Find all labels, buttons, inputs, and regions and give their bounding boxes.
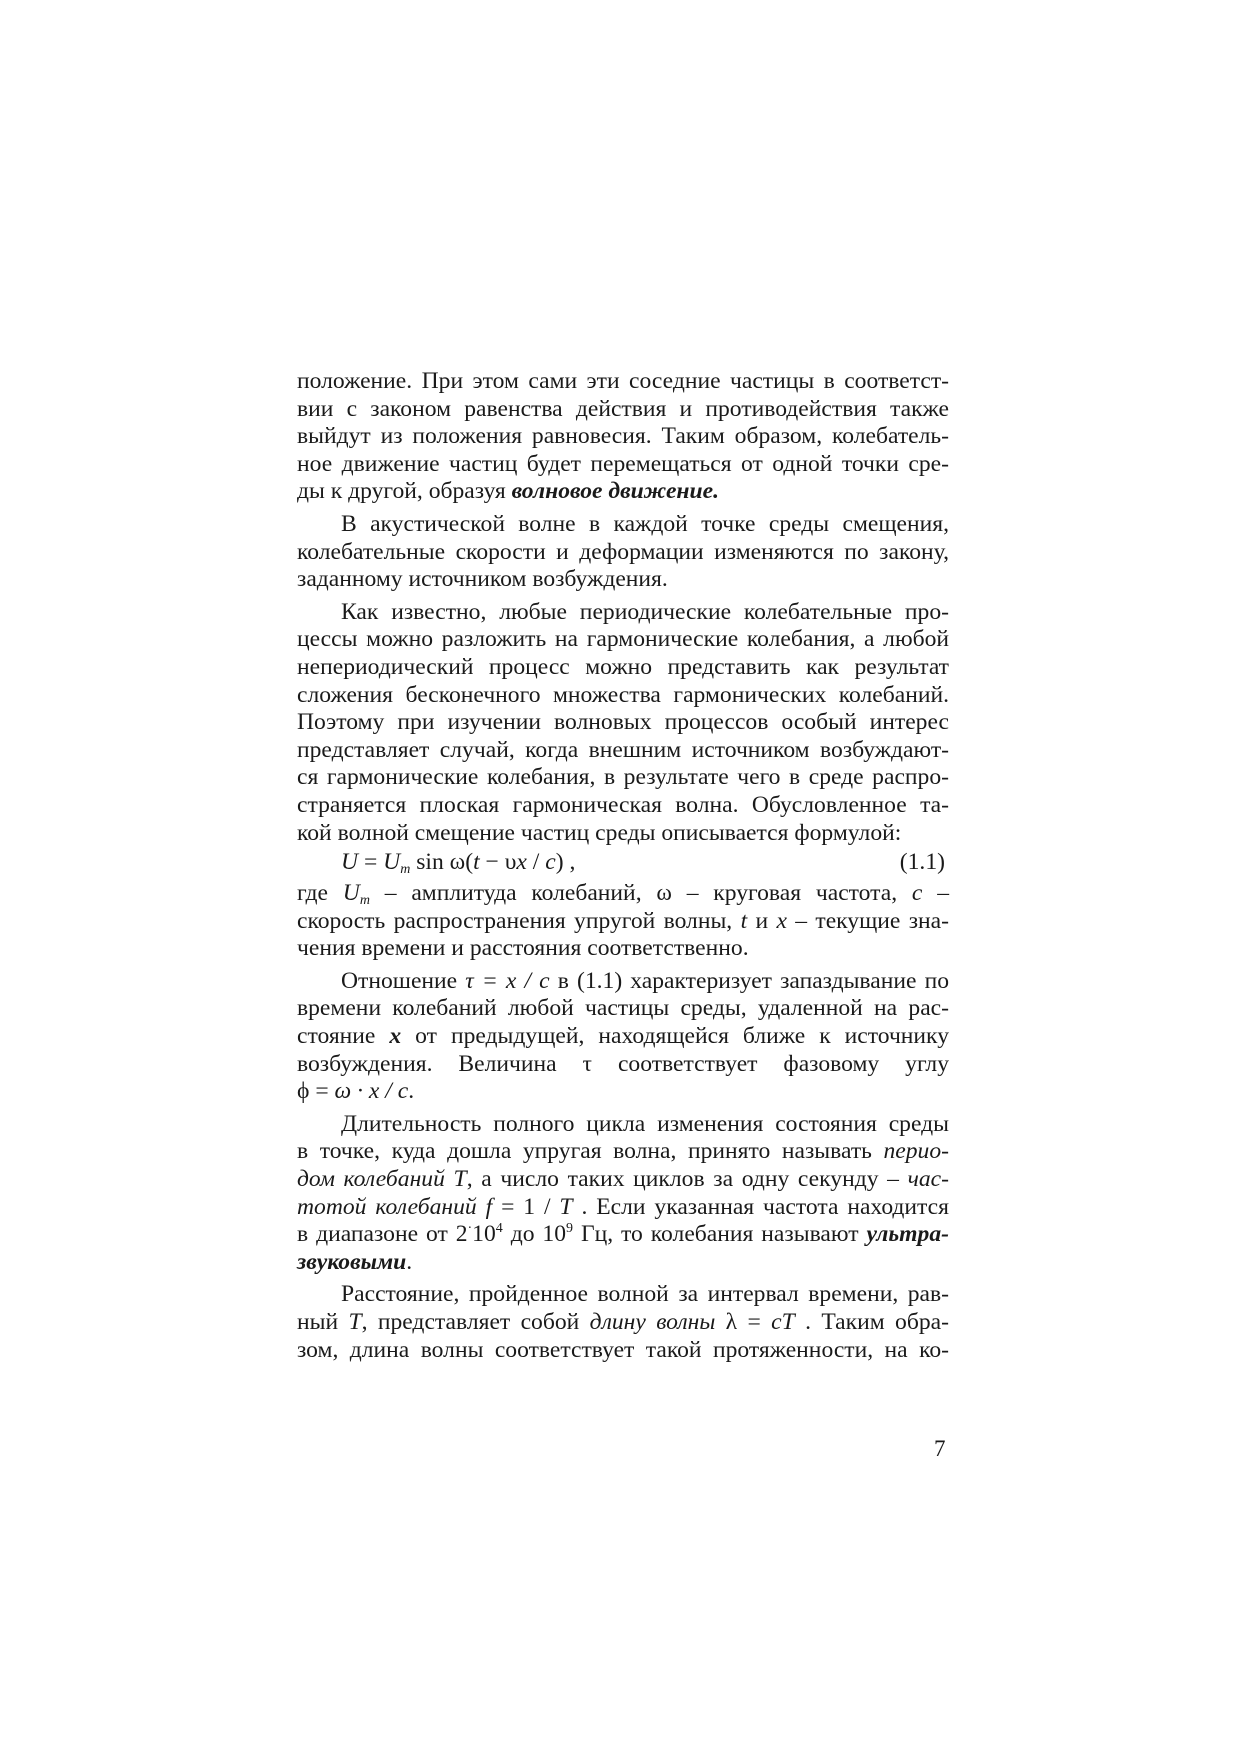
paren-open: ( [465,849,474,876]
text-run: . [408,1078,415,1105]
exponent: 9 [566,1221,574,1237]
term-frequency: тотой колебаний [297,1193,477,1220]
var-x-bold: x [389,1023,402,1050]
text-run: = 1 / [492,1193,560,1220]
text-run: , представляет собой [361,1309,590,1335]
text-line [297,880,949,908]
text-line [297,1249,949,1277]
term-period: дом колебаний T [297,1166,467,1193]
text-run: Гц, то колебания называют [573,1221,867,1248]
text-line [297,968,949,996]
subscript-m: m [359,893,370,909]
text-run: – амплитуда колебаний, ω – круговая частота, [369,880,912,907]
text-run: до 10 [502,1221,567,1248]
paragraph-5 [297,968,949,1106]
text-run: в (1.1) характеризует запаздывание по [549,967,949,994]
text-run: ды к другой, образуя [297,478,512,505]
text-run: . Таким обра- [794,1309,949,1335]
text-line: вии с законом равенства действия и противодействия также [297,395,949,422]
equation-number: (1.1) [899,849,945,876]
term-wave-motion: волновое движение. [511,478,720,505]
upsilon-symbol: υ [504,849,517,876]
var-cT: cT [771,1309,795,1335]
text-line: возбуждения. Величина τ соответствует фазовому углу [297,1050,949,1077]
text-run: – текущие зна- [786,907,949,934]
text-line: Поэтому при изучении волновых процессов особый интерес [297,709,949,736]
text-line: выйдут из положения равновесия. Таким образом, колебатель- [297,423,949,450]
term-wavelength: длину волны [589,1309,716,1335]
text-run: стояние [297,1023,390,1050]
var-x: x [776,907,787,934]
text-line: Расстояние, пройденное волной за интервал времени, рав- [341,1281,949,1308]
page-number: 7 [934,1436,946,1461]
exponent: 4 [495,1221,503,1237]
text-line [297,1194,949,1222]
text-line: Как известно, любые периодические колебательные про- [341,598,949,625]
text-run: ϕ = [297,1078,335,1105]
var-c: c [911,880,923,907]
term-ultrasonic: звуковыми [297,1248,407,1275]
text-run: скорость распространения упругой волны, [297,907,741,934]
text-line: ся гармонические колебания, в результате чего в среде распро- [297,764,949,791]
text-line: сложения бесконечного множества гармонических колебаний. [297,681,949,708]
text-run: ный [297,1309,349,1335]
equals-sign: = [358,849,384,876]
page-body [297,368,949,1364]
paragraph-1 [297,368,949,506]
var-t: t [740,907,748,934]
text-line: заданному источником возбуждения. [297,566,668,593]
term-frequency: час- [907,1166,950,1193]
omega-symbol: ω [449,849,466,876]
text-run: , а число таких циклов за одну секунду – [466,1166,908,1193]
text-line: страняется плоская гармоническая волна. Обусловленное та- [297,791,949,818]
formula-expression [341,849,575,877]
text-line [297,1023,949,1051]
text-line: положение. При этом сами эти соседние частицы в соответст- [297,368,949,394]
text-line [297,1221,949,1249]
term-ultrasonic: ультра- [866,1221,949,1248]
var-Um: U [342,880,360,907]
tau-expression: τ = x / c [465,967,550,994]
var-t: t [473,849,480,876]
multiplication-dot: · [467,1221,473,1237]
text-run: – [922,880,949,907]
text-line [297,908,949,936]
division-slash: / [526,849,546,876]
text-line: непериодический процесс можно представить как результат [297,653,949,680]
var-T: T [559,1193,573,1220]
text-run: . Если указанная частота находится [572,1193,949,1220]
paragraph-6 [297,1111,949,1277]
paragraph-4 [297,880,949,963]
text-line [297,1138,949,1166]
text-run: где [297,880,343,907]
text-line: кой волной смещение частиц среды описывается формулой: [297,819,902,846]
formula-1-1 [297,849,949,878]
sin-function: sin [410,849,450,876]
paragraph-3 [297,599,949,847]
text-run: Отношение [341,967,466,994]
text-line: цессы можно разложить на гармонические колебания, а любой [297,626,949,653]
text-line [297,1078,949,1106]
text-line: Длительность полного цикла изменения состояния среды [341,1110,949,1137]
text-run: от предыдущей, находящейся ближе к источнику [401,1023,949,1050]
text-line: зом, длина волны соответствует такой протяженности, на ко- [297,1336,949,1363]
var-T: T [348,1309,362,1335]
paren-close: ) , [555,849,576,876]
text-run: в точке, куда дошла упругая волна, принято называть [297,1138,884,1165]
paragraph-7 [297,1281,949,1364]
text-line: ное движение частиц будет перемещаться от одной точки сре- [297,450,949,477]
text-line: колебательные скорости и деформации изменяются по закону, [297,538,949,565]
text-line [297,478,949,506]
text-run: и [747,907,777,934]
text-run: в диапазоне от 2 [297,1221,468,1248]
text-line [297,1309,949,1337]
phase-expression: ω · x / c [334,1078,409,1105]
paragraph-2 [297,511,949,594]
minus-sign: − [479,849,505,876]
var-x: x [516,849,527,876]
text-line: чения времени и расстояния соответственно. [297,935,749,962]
text-run: . [406,1248,413,1275]
text-line: времени колебаний любой частицы среды, удаленной на рас- [297,995,949,1022]
var-U: U [341,849,359,876]
var-c: c [545,849,556,876]
term-period: перио- [883,1138,949,1165]
var-f: f [476,1193,493,1220]
lambda-expression: λ = [715,1309,772,1335]
text-line: В акустической волне в каждой точке среды смещения, [341,510,949,537]
var-Um: U [383,849,401,876]
text-line: представляет случай, когда внешним источником возбуждают- [297,736,949,763]
text-run: 10 [472,1221,496,1248]
text-line [297,1166,949,1194]
subscript-m: m [400,862,411,878]
